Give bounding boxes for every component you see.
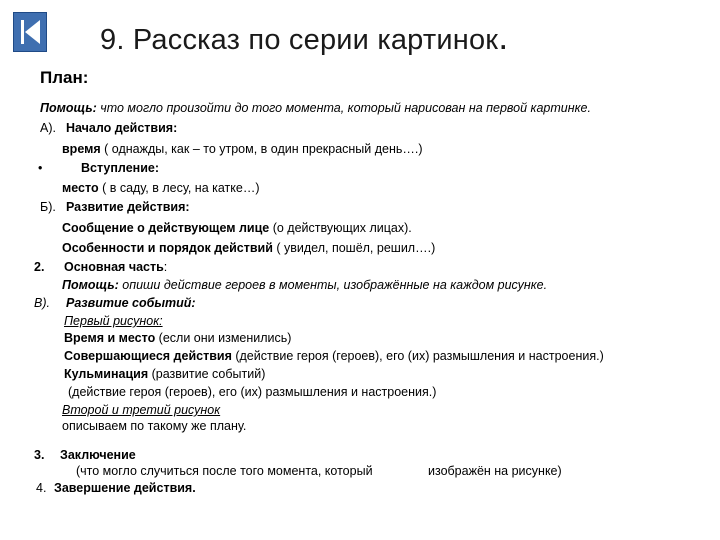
second-third-picture-label: Второй и третий рисунок <box>62 403 221 417</box>
person-line: Сообщение о действующем лице (о действующих лицах). <box>62 221 412 235</box>
back-arrow-icon <box>14 13 46 51</box>
section-a-title: Начало действия: <box>66 121 178 135</box>
place-line: место ( в саду, в лесу, на катке…) <box>62 181 260 195</box>
time-line: время ( однажды, как – то утром, в один прекрасный день….) <box>62 142 423 156</box>
help-line-2: Помощь: опиши действие героев в моменты, изображённые на каждом рисунке. <box>62 278 548 292</box>
main-part-title: Основная часть: <box>64 260 168 274</box>
main-part-marker: 2. <box>34 260 45 274</box>
conclusion-text-1: (что могло случиться после того момента, который <box>76 464 373 478</box>
section-a-marker: А). <box>40 121 56 135</box>
finish-marker: 4. <box>36 481 47 495</box>
plan-heading: План: <box>40 68 89 87</box>
conclusion-text-2: изображён на рисунке) <box>428 464 562 478</box>
help-line-1: Помощь: что могло произойти до того момента, который нарисован на первой картинке. <box>40 101 591 115</box>
climax-description: (действие героя (героев), его (их) размышления и настроения.) <box>68 385 437 399</box>
section-v-marker: В). <box>34 296 50 310</box>
back-button[interactable] <box>13 12 47 52</box>
first-picture-label: Первый рисунок: <box>64 314 163 328</box>
conclusion-title: Заключение <box>60 448 136 462</box>
section-b-marker: Б). <box>40 200 56 214</box>
conclusion-marker: 3. <box>34 448 45 462</box>
intro-title: Вступление: <box>81 161 159 175</box>
order-line: Особенности и порядок действий ( увидел, пошёл, решил….) <box>62 241 436 255</box>
page-title: 9. Рассказ по серии картинок. <box>100 16 509 57</box>
same-plan-text: описываем по такому же плану. <box>62 419 247 433</box>
bullet-marker: • <box>38 161 43 175</box>
finish-title: Завершение действия. <box>54 481 196 495</box>
actions-line: Совершающиеся действия (действие героя (героев), его (их) размышления и настроения.) <box>64 349 604 363</box>
time-place-line: Время и место (если они изменились) <box>64 331 292 345</box>
section-v-title: Развитие событий: <box>66 296 196 310</box>
section-b-title: Развитие действия: <box>66 200 190 214</box>
climax-line: Кульминация (развитие событий) <box>64 367 266 381</box>
